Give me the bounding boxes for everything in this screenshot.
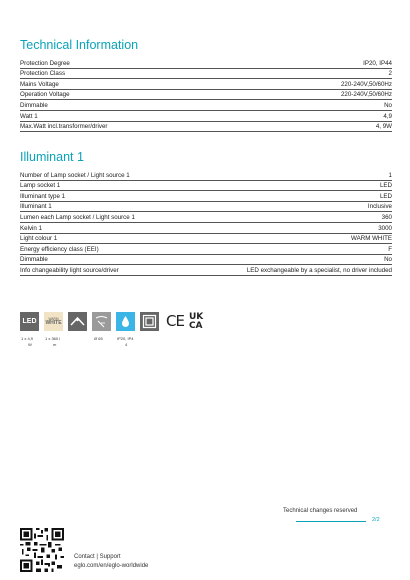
technical-row: [20, 100, 392, 111]
technical-changes-note: Technical changes reserved: [283, 508, 358, 514]
technical-row-label: Protection Degree: [20, 59, 70, 67]
illuminant-row: [20, 170, 392, 181]
technical-row: [20, 69, 392, 80]
illuminant-row-value: LED: [379, 192, 392, 200]
technical-row-label: Operation Voltage: [20, 91, 70, 99]
technical-row-label: Dimmable: [20, 101, 48, 109]
technical-row-value: 220-240V,50/60Hz: [340, 80, 392, 88]
water-drop-icon: [116, 312, 135, 331]
illuminant-row: [20, 244, 392, 255]
illuminant-row: [20, 212, 392, 223]
diameter-icon: [92, 312, 111, 331]
illuminant-row-value: LED exchangeable by a specialist, no driver included: [246, 266, 392, 274]
technical-title: Technical Information: [20, 38, 139, 52]
qr-code-icon[interactable]: [20, 528, 64, 572]
technical-row-value: IP20, IP44: [363, 59, 392, 67]
lumen-label-1: 1 x 360 l: [45, 336, 61, 341]
illuminant-row-label: Energy efficiency class (EEI): [20, 245, 99, 253]
technical-row-value: 4,9: [383, 112, 392, 120]
illuminant-title: Illuminant 1: [20, 150, 84, 164]
ukca-top-text: UK: [188, 312, 204, 322]
illuminant-row-label: Info changeability light source/driver: [20, 266, 119, 274]
illuminant-row: [20, 191, 392, 202]
illuminant-row: [20, 265, 392, 276]
contact-support-link[interactable]: Contact | Support: [74, 554, 121, 560]
led-watt-label-1: 1 x 4,9: [21, 336, 34, 341]
warm-white-icon: [44, 312, 63, 331]
illuminant-row-value: No: [384, 256, 392, 264]
technical-row-value: 220-240V,50/60Hz: [340, 91, 392, 99]
led-icon: [20, 312, 39, 331]
page-number: 2/2: [372, 517, 380, 523]
illuminant-row-label: Illuminant 1: [20, 203, 52, 211]
illuminant-row-label: Kelvin 1: [20, 224, 43, 232]
illuminant-row-value: F: [388, 245, 392, 253]
led-watt-label-2: W: [28, 342, 32, 347]
ip-label-1: IP20, IP4: [117, 336, 134, 341]
illuminant-table: [20, 170, 392, 276]
technical-row-value: 2: [388, 70, 392, 78]
ukca-mark-icon: [189, 313, 203, 330]
technical-row-value: 4, 9W: [375, 123, 392, 131]
technical-row-label: Mains Voltage: [20, 80, 59, 88]
protection-class-icon: [140, 312, 159, 331]
technical-row-value: No: [384, 101, 392, 109]
technical-row: [20, 90, 392, 101]
illuminant-row-label: Illuminant type 1: [20, 192, 66, 200]
technical-row-label: Protection Class: [20, 70, 66, 78]
illuminant-row-label: Lamp socket 1: [20, 182, 61, 190]
ip-label-2: 4: [125, 342, 128, 347]
contact-block: [74, 553, 148, 571]
illuminant-row: [20, 181, 392, 192]
technical-row-label: Max.Watt incl.transformer/driver: [20, 123, 108, 131]
warm-white-main-text: WHITE: [45, 320, 62, 326]
illuminant-row-value: 1: [388, 171, 392, 179]
footer-divider: [296, 521, 366, 522]
illuminant-row-value: WARM WHITE: [350, 235, 392, 243]
ukca-bottom-text: CA: [188, 320, 203, 331]
illuminant-row-label: Lumen each Lamp socket / Light source 1: [20, 213, 135, 221]
illuminant-row-label: Dimmable: [20, 256, 48, 264]
website-link[interactable]: eglo.com/en/eglo-worldwide: [74, 563, 149, 569]
illuminant-row-value: Inclusive: [367, 203, 392, 211]
technical-row: [20, 79, 392, 90]
ce-mark-icon: CE: [166, 312, 184, 330]
illuminant-row-value: LED: [379, 182, 392, 190]
icon-strip: [20, 312, 203, 331]
ceiling-lamp-icon: [68, 312, 87, 331]
led-icon-text: LED: [22, 318, 37, 325]
lumen-label-2: m: [53, 342, 57, 347]
technical-row: [20, 122, 392, 133]
illuminant-row-value: 360: [381, 213, 392, 221]
technical-row: [20, 58, 392, 69]
technical-row: [20, 111, 392, 122]
illuminant-row: [20, 255, 392, 266]
technical-row-label: Watt 1: [20, 112, 38, 120]
diameter-label: Ø 65: [94, 336, 103, 341]
illuminant-row: [20, 223, 392, 234]
warm-white-top-text: WARM: [48, 317, 59, 321]
illuminant-row-label: Light colour 1: [20, 235, 58, 243]
technical-table: [20, 58, 392, 132]
illuminant-row: [20, 234, 392, 245]
illuminant-row-label: Number of Lamp socket / Light source 1: [20, 171, 130, 179]
illuminant-row: [20, 202, 392, 213]
illuminant-row-value: 3000: [378, 224, 392, 232]
